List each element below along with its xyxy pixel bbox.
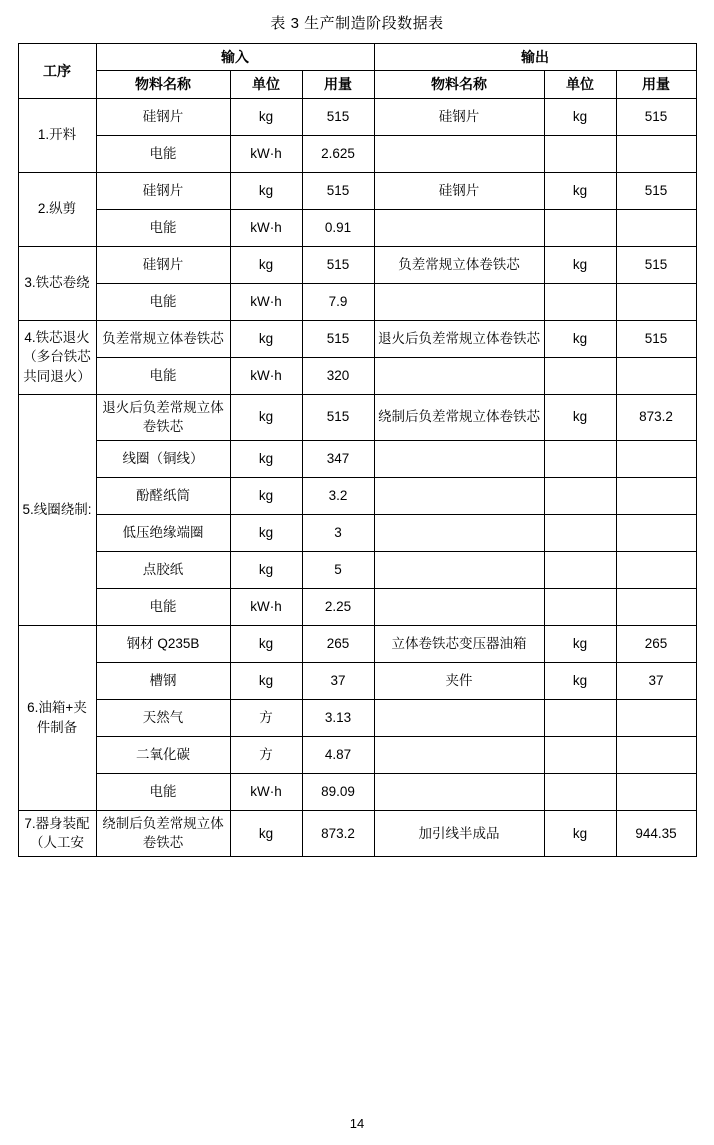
input-quantity-cell: 3.13 [302,699,374,736]
output-material-cell [374,736,544,773]
output-unit-cell: kg [544,810,616,856]
output-quantity-cell [616,283,696,320]
header-input-unit: 单位 [230,71,302,98]
input-unit-cell: kW·h [230,357,302,394]
input-material-cell: 退火后负差常规立体卷铁芯 [96,394,230,440]
input-material-cell: 槽钢 [96,662,230,699]
input-material-cell: 硅钢片 [96,246,230,283]
input-material-cell: 酚醛纸筒 [96,477,230,514]
output-quantity-cell: 515 [616,98,696,135]
page-number: 14 [349,1116,365,1131]
output-unit-cell [544,588,616,625]
input-material-cell: 硅钢片 [96,98,230,135]
header-output-group: 输出 [374,44,696,71]
header-input-group: 输入 [96,44,374,71]
input-unit-cell: 方 [230,736,302,773]
output-quantity-cell: 515 [616,172,696,209]
output-material-cell [374,514,544,551]
process-cell: 6.油箱+夹件制备 [18,625,96,810]
output-unit-cell [544,699,616,736]
input-quantity-cell: 89.09 [302,773,374,810]
output-unit-cell [544,736,616,773]
table-row [18,662,696,699]
output-unit-cell: kg [544,246,616,283]
input-quantity-cell: 4.87 [302,736,374,773]
input-quantity-cell: 320 [302,357,374,394]
input-unit-cell: kg [230,320,302,357]
output-material-cell [374,477,544,514]
table-header-row-groups [18,44,696,71]
document-page [0,12,714,1145]
input-unit-cell: 方 [230,699,302,736]
input-unit-cell: kW·h [230,588,302,625]
table-row [18,736,696,773]
output-material-cell: 退火后负差常规立体卷铁芯 [374,320,544,357]
table-row [18,209,696,246]
header-input-quantity: 用量 [302,71,374,98]
input-unit-cell: kg [230,172,302,209]
input-quantity-cell: 7.9 [302,283,374,320]
input-quantity-cell: 515 [302,246,374,283]
output-quantity-cell [616,699,696,736]
table-body [18,98,696,856]
table-row [18,625,696,662]
input-material-cell: 负差常规立体卷铁芯 [96,320,230,357]
output-unit-cell: kg [544,662,616,699]
input-material-cell: 低压绝缘端圈 [96,514,230,551]
input-material-cell: 钢材 Q235B [96,625,230,662]
output-material-cell [374,588,544,625]
table-row [18,551,696,588]
table-row [18,440,696,477]
output-quantity-cell: 37 [616,662,696,699]
table-row [18,477,696,514]
input-quantity-cell: 873.2 [302,810,374,856]
output-material-cell [374,283,544,320]
output-quantity-cell [616,357,696,394]
process-cell: 2.纵剪 [18,172,96,246]
input-unit-cell: kg [230,662,302,699]
input-quantity-cell: 347 [302,440,374,477]
table-row [18,588,696,625]
output-unit-cell: kg [544,320,616,357]
production-data-table [18,43,697,857]
input-unit-cell: kg [230,440,302,477]
output-material-cell [374,440,544,477]
input-unit-cell: kW·h [230,283,302,320]
input-quantity-cell: 265 [302,625,374,662]
output-unit-cell [544,209,616,246]
input-material-cell: 二氧化碳 [96,736,230,773]
input-unit-cell: kg [230,625,302,662]
output-material-cell: 立体卷铁芯变压器油箱 [374,625,544,662]
input-quantity-cell: 515 [302,320,374,357]
output-material-cell: 加引线半成品 [374,810,544,856]
output-quantity-cell: 944.35 [616,810,696,856]
process-cell: 5.线圈绕制: [18,394,96,625]
input-unit-cell: kg [230,514,302,551]
table-row [18,98,696,135]
output-unit-cell [544,477,616,514]
input-unit-cell: kg [230,394,302,440]
header-output-unit: 单位 [544,71,616,98]
output-unit-cell [544,135,616,172]
output-unit-cell: kg [544,625,616,662]
input-quantity-cell: 515 [302,394,374,440]
input-unit-cell: kg [230,477,302,514]
input-unit-cell: kW·h [230,135,302,172]
input-unit-cell: kg [230,551,302,588]
header-process: 工序 [18,44,96,99]
output-unit-cell [544,551,616,588]
table-row [18,246,696,283]
output-material-cell [374,551,544,588]
table-row [18,320,696,357]
input-unit-cell: kW·h [230,773,302,810]
table-row [18,514,696,551]
output-material-cell: 绕制后负差常规立体卷铁芯 [374,394,544,440]
input-unit-cell: kg [230,98,302,135]
output-unit-cell: kg [544,98,616,135]
input-quantity-cell: 515 [302,172,374,209]
output-quantity-cell [616,551,696,588]
output-material-cell: 硅钢片 [374,172,544,209]
output-quantity-cell [616,440,696,477]
header-output-quantity: 用量 [616,71,696,98]
input-material-cell: 硅钢片 [96,172,230,209]
input-material-cell: 点胶纸 [96,551,230,588]
table-header [18,44,696,99]
output-quantity-cell [616,135,696,172]
table-row [18,773,696,810]
output-quantity-cell [616,477,696,514]
output-quantity-cell: 515 [616,246,696,283]
output-material-cell [374,135,544,172]
output-material-cell: 负差常规立体卷铁芯 [374,246,544,283]
input-quantity-cell: 0.91 [302,209,374,246]
table-header-row-columns [18,71,696,98]
input-material-cell: 天然气 [96,699,230,736]
output-material-cell [374,357,544,394]
table-row [18,172,696,209]
output-unit-cell [544,283,616,320]
table-row [18,810,696,856]
process-cell: 3.铁芯卷绕 [18,246,96,320]
table-row [18,699,696,736]
input-material-cell: 电能 [96,209,230,246]
output-unit-cell [544,357,616,394]
input-material-cell: 电能 [96,588,230,625]
input-material-cell: 电能 [96,135,230,172]
input-quantity-cell: 5 [302,551,374,588]
output-material-cell: 夹件 [374,662,544,699]
input-unit-cell: kW·h [230,209,302,246]
output-quantity-cell: 873.2 [616,394,696,440]
input-unit-cell: kg [230,246,302,283]
output-unit-cell [544,440,616,477]
output-quantity-cell [616,209,696,246]
input-quantity-cell: 2.625 [302,135,374,172]
output-quantity-cell [616,514,696,551]
table-row [18,283,696,320]
input-material-cell: 线圈（铜线） [96,440,230,477]
output-quantity-cell: 265 [616,625,696,662]
input-material-cell: 绕制后负差常规立体卷铁芯 [96,810,230,856]
output-material-cell [374,773,544,810]
header-input-material: 物料名称 [96,71,230,98]
input-material-cell: 电能 [96,283,230,320]
header-output-material: 物料名称 [374,71,544,98]
input-unit-cell: kg [230,810,302,856]
table-row [18,357,696,394]
output-quantity-cell: 515 [616,320,696,357]
input-material-cell: 电能 [96,357,230,394]
output-unit-cell: kg [544,394,616,440]
input-quantity-cell: 37 [302,662,374,699]
table-row [18,394,696,440]
input-quantity-cell: 3.2 [302,477,374,514]
output-quantity-cell [616,588,696,625]
table-row [18,135,696,172]
process-cell: 4.铁芯退火（多台铁芯共同退火） [18,320,96,394]
output-unit-cell: kg [544,172,616,209]
page-title: 表 3 生产制造阶段数据表 [270,15,444,32]
input-material-cell: 电能 [96,773,230,810]
output-material-cell [374,209,544,246]
output-quantity-cell [616,736,696,773]
output-quantity-cell [616,773,696,810]
output-material-cell [374,699,544,736]
process-cell: 7.器身装配（人工安 [18,810,96,856]
output-unit-cell [544,514,616,551]
input-quantity-cell: 515 [302,98,374,135]
output-unit-cell [544,773,616,810]
output-material-cell: 硅钢片 [374,98,544,135]
input-quantity-cell: 3 [302,514,374,551]
input-quantity-cell: 2.25 [302,588,374,625]
process-cell: 1.开料 [18,98,96,172]
